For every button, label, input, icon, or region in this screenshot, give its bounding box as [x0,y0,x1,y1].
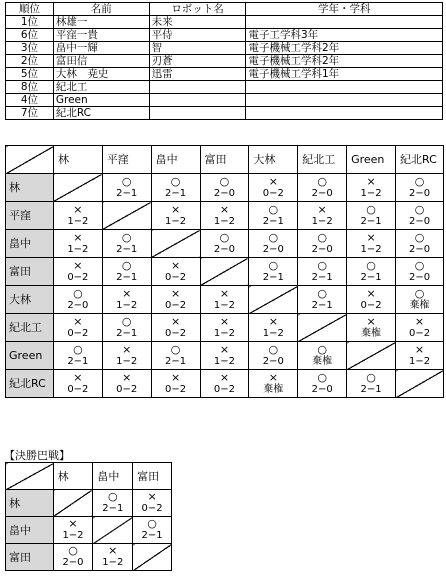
ranking-row [6,55,443,68]
match-result-cell [396,342,444,370]
self-match-cell [396,370,444,398]
match-result-cell [347,230,396,258]
result-score: 2−1 [360,215,382,227]
result-score: 1−2 [262,327,284,339]
match-result-cell [249,202,298,230]
match-result-cell [53,286,102,314]
ranking-row [6,16,443,29]
result-mark: ○ [268,230,279,244]
result-mark: ○ [366,370,376,384]
rank-cell: 6位 [6,29,54,42]
result-mark: ○ [121,314,132,328]
robot-cell: 平侍 [149,29,246,42]
result-mark: ○ [268,342,279,356]
result-score: 1−2 [360,187,382,199]
result-score: 2−0 [311,383,333,395]
result-score: 0−2 [165,383,187,395]
result-mark: ○ [414,230,425,244]
result-mark: ○ [73,342,83,356]
result-score: 2−1 [116,187,138,199]
match-result-cell [298,342,347,370]
match-result-cell [298,230,347,258]
result-score: 棄権 [312,355,333,367]
result-mark: × [122,370,132,384]
league-team-row [6,258,444,286]
name-cell: 平窪一貴 [53,29,149,42]
school-cell [246,94,443,107]
result-score: 2−1 [360,383,382,395]
rank-cell: 4位 [6,94,54,107]
match-result-cell [200,286,249,314]
match-result-cell [102,174,151,202]
rank-cell: 8位 [6,81,54,94]
rank-cell: 3位 [6,42,54,55]
final-team-row [6,490,172,517]
result-mark: ○ [366,258,376,272]
match-result-cell [53,342,102,370]
self-match-cell [53,490,93,517]
match-result-cell [102,370,151,398]
league-header-row [6,146,444,174]
league-team-row [6,314,444,342]
league-team-row [6,286,444,314]
league-team-row [6,202,444,230]
column-team-header: Green [347,146,396,174]
result-score: 2−0 [262,243,284,255]
result-mark: × [122,342,132,356]
result-score: 1−2 [213,299,235,311]
school-cell: 電子工学科3年 [246,29,443,42]
match-result-cell [200,314,249,342]
corner-cell [6,146,54,174]
result-mark: × [219,202,230,216]
result-score: 0−2 [67,271,89,283]
result-score: 1−2 [116,355,138,367]
result-score: 1−2 [116,299,138,311]
row-team-header: 林 [6,490,54,517]
rank-cell: 5位 [6,68,54,81]
result-mark: × [414,342,425,356]
league-team-row [6,174,444,202]
result-mark: × [366,314,376,328]
result-mark: × [366,174,376,188]
result-mark: × [317,202,327,216]
result-score: 2−1 [141,530,163,541]
match-result-cell [53,517,93,544]
result-mark: ○ [268,258,279,272]
corner-cell [6,463,54,490]
result-mark: × [147,490,157,503]
result-score: 2−1 [262,271,284,283]
result-score: 0−2 [360,299,382,311]
match-result-cell [53,544,93,571]
match-result-cell [102,258,151,286]
result-mark: × [73,314,83,328]
result-score: 1−2 [213,327,235,339]
result-score: 2−0 [311,243,333,255]
match-result-cell [298,258,347,286]
result-mark: × [219,314,230,328]
result-mark: ○ [121,258,132,272]
match-result-cell [102,314,151,342]
match-result-cell [396,286,444,314]
column-team-header: 林 [53,463,93,490]
result-mark: ○ [170,174,181,188]
name-cell: 紀北RC [53,107,149,120]
column-team-header: 紀北工 [298,146,347,174]
final-title: 【決勝巴戦】 [4,449,70,462]
row-team-header: Green [6,342,54,370]
name-cell: 紀北工 [53,81,149,94]
school-cell: 電子機械工学科1年 [246,68,443,81]
row-team-header: 林 [6,174,54,202]
result-mark: ○ [68,544,78,557]
match-result-cell [200,370,249,398]
result-score: 1−2 [311,215,333,227]
match-result-cell [200,202,249,230]
result-mark: × [219,342,230,356]
row-team-header: 大林 [6,286,54,314]
result-score: 2−0 [408,215,431,227]
match-result-cell [102,230,151,258]
match-result-cell [249,342,298,370]
ranking-row [6,29,443,42]
match-result-cell [200,230,249,258]
match-result-cell [200,174,249,202]
self-match-cell [298,314,347,342]
result-score: 1−2 [67,215,89,227]
match-result-cell [53,230,102,258]
name-cell: Green [53,94,149,107]
result-score: 棄権 [263,383,284,395]
school-cell: 電子機械工学科2年 [246,55,443,68]
ranking-row [6,107,443,120]
match-result-cell [53,314,102,342]
match-result-cell [298,202,347,230]
result-mark: × [268,370,278,384]
column-team-header: 林 [53,146,102,174]
result-score: 1−2 [102,557,124,568]
result-mark: ○ [268,202,279,216]
result-score: 1−2 [213,215,235,227]
result-score: 2−0 [408,243,431,255]
result-mark: ○ [317,342,327,356]
robot-cell: 智 [149,42,246,55]
self-match-cell [133,544,172,571]
ranking-row [6,81,443,94]
match-result-cell [151,286,200,314]
self-match-cell [53,174,102,202]
match-result-cell [200,342,249,370]
result-mark: × [108,544,118,557]
ranking-table [5,2,443,120]
robot-cell [149,107,246,120]
self-match-cell [249,286,298,314]
league-table [5,145,444,398]
final-team-row [6,517,172,544]
result-score: 2−1 [67,355,89,367]
match-result-cell [151,342,200,370]
result-score: 2−0 [213,243,235,255]
match-result-cell [347,370,396,398]
result-score: 2−1 [165,187,187,199]
match-result-cell [347,258,396,286]
result-mark: ○ [414,174,425,188]
robot-cell: 刃蒼 [149,55,246,68]
row-team-header: 富田 [6,544,54,571]
match-result-cell [298,370,347,398]
result-score: 棄権 [409,299,430,311]
result-score: 0−2 [67,383,89,395]
match-result-cell [347,202,396,230]
robot-cell [149,81,246,94]
name-cell: 林雄一 [53,16,149,29]
result-mark: ○ [317,286,327,300]
row-team-header: 紀北RC [6,370,54,398]
match-result-cell [151,202,200,230]
result-score: 1−2 [213,355,235,367]
match-result-cell [53,258,102,286]
column-team-header: 紀北RC [396,146,444,174]
result-mark: × [366,286,376,300]
result-score: 0−2 [262,187,284,199]
result-score: 2−0 [262,355,284,367]
result-mark: × [268,314,278,328]
match-result-cell [396,174,444,202]
row-team-header: 畠中 [6,517,54,544]
result-mark: ○ [414,202,425,216]
match-result-cell [396,230,444,258]
final-table [5,462,172,571]
match-result-cell [93,490,133,517]
result-mark: ○ [147,517,157,530]
league-team-row [6,370,444,398]
match-result-cell [53,202,102,230]
result-score: 1−2 [67,243,89,255]
result-mark: ○ [219,174,230,188]
result-score: 0−2 [213,383,235,395]
result-score: 0−2 [408,327,431,339]
row-team-header: 畠中 [6,230,54,258]
ranking-row [6,94,443,107]
match-result-cell [133,490,172,517]
result-mark: × [219,370,230,384]
result-mark: ○ [414,286,425,300]
self-match-cell [93,517,133,544]
self-match-cell [102,202,151,230]
result-score: 0−2 [141,503,163,514]
result-mark: × [366,230,376,244]
result-score: 2−1 [311,299,333,311]
header-name: 名前 [53,3,149,16]
row-team-header: 紀北工 [6,314,54,342]
result-score: 0−2 [165,271,187,283]
school-cell: 電子機械工学科2年 [246,42,443,55]
result-mark: × [170,314,181,328]
robot-cell: 未来 [149,16,246,29]
result-mark: ○ [73,286,83,300]
result-score: 2−1 [165,355,187,367]
result-mark: × [170,258,181,272]
result-mark: × [170,370,181,384]
result-score: 0−2 [165,327,187,339]
header-robot: ロボット名 [149,3,246,16]
result-mark: ○ [317,230,327,244]
result-mark: × [73,230,83,244]
self-match-cell [151,230,200,258]
match-result-cell [298,286,347,314]
result-score: 2−1 [311,271,333,283]
result-score: 2−0 [311,187,333,199]
result-score: 2−1 [116,327,138,339]
result-score: 1−2 [360,243,382,255]
result-score: 1−2 [165,215,187,227]
result-score: 2−0 [213,187,235,199]
result-score: 2−0 [408,187,431,199]
row-team-header: 富田 [6,258,54,286]
result-score: 0−2 [67,327,89,339]
self-match-cell [200,258,249,286]
row-team-header: 平窪 [6,202,54,230]
result-mark: × [170,286,181,300]
result-score: 2−0 [62,557,84,568]
result-score: 0−2 [116,383,138,395]
self-match-cell [347,342,396,370]
result-score: 棄権 [361,327,382,339]
column-team-header: 富田 [133,463,172,490]
match-result-cell [396,314,444,342]
match-result-cell [396,202,444,230]
result-mark: ○ [317,258,327,272]
match-result-cell [151,174,200,202]
name-cell: 大林 尭史 [53,68,149,81]
robot-cell [149,94,246,107]
match-result-cell [249,314,298,342]
result-mark: ○ [121,174,132,188]
robot-cell: 迅雷 [149,68,246,81]
match-result-cell [249,370,298,398]
match-result-cell [102,342,151,370]
ranking-header-row [6,3,443,16]
league-team-row [6,230,444,258]
school-cell [246,107,443,120]
final-header-row [6,463,172,490]
result-score: 1−2 [62,530,84,541]
result-mark: × [170,202,181,216]
match-result-cell [151,258,200,286]
column-team-header: 平窪 [102,146,151,174]
name-cell: 畠中一輝 [53,42,149,55]
column-team-header: 畠中 [151,146,200,174]
school-cell [246,81,443,94]
ranking-row [6,68,443,81]
result-score: 2−1 [262,215,284,227]
match-result-cell [151,370,200,398]
result-mark: ○ [170,342,181,356]
match-result-cell [93,544,133,571]
match-result-cell [347,286,396,314]
result-score: 2−1 [116,271,138,283]
school-cell [246,16,443,29]
result-mark: × [219,286,230,300]
result-mark: × [268,174,278,188]
result-mark: ○ [121,230,132,244]
result-mark: × [122,286,132,300]
column-team-header: 富田 [200,146,249,174]
result-mark: ○ [366,202,376,216]
result-score: 2−1 [102,503,124,514]
rank-cell: 7位 [6,107,54,120]
result-mark: ○ [219,230,230,244]
result-mark: ○ [317,174,327,188]
match-result-cell [151,314,200,342]
match-result-cell [249,258,298,286]
result-mark: ○ [317,370,327,384]
match-result-cell [396,258,444,286]
result-score: 2−0 [67,299,89,311]
result-score: 2−1 [360,271,382,283]
league-team-row [6,342,444,370]
match-result-cell [102,286,151,314]
ranking-row [6,42,443,55]
match-result-cell [249,174,298,202]
column-team-header: 畠中 [93,463,133,490]
match-result-cell [347,174,396,202]
match-result-cell [347,314,396,342]
result-mark: × [68,517,78,530]
result-score: 0−2 [165,299,187,311]
header-rank: 順位 [6,3,54,16]
final-team-row [6,544,172,571]
match-result-cell [53,370,102,398]
result-mark: × [73,202,83,216]
match-result-cell [133,517,172,544]
name-cell: 富田信 [53,55,149,68]
result-mark: × [414,314,425,328]
match-result-cell [249,230,298,258]
column-team-header: 大林 [249,146,298,174]
result-mark: × [73,370,83,384]
result-score: 2−1 [116,243,138,255]
rank-cell: 1位 [6,16,54,29]
result-mark: ○ [107,490,118,503]
rank-cell: 2位 [6,55,54,68]
result-mark: × [73,258,83,272]
result-mark: ○ [414,258,425,272]
result-score: 1−2 [408,355,431,367]
header-school: 学年・学科 [246,3,443,16]
result-score: 2−0 [408,271,431,283]
match-result-cell [298,174,347,202]
